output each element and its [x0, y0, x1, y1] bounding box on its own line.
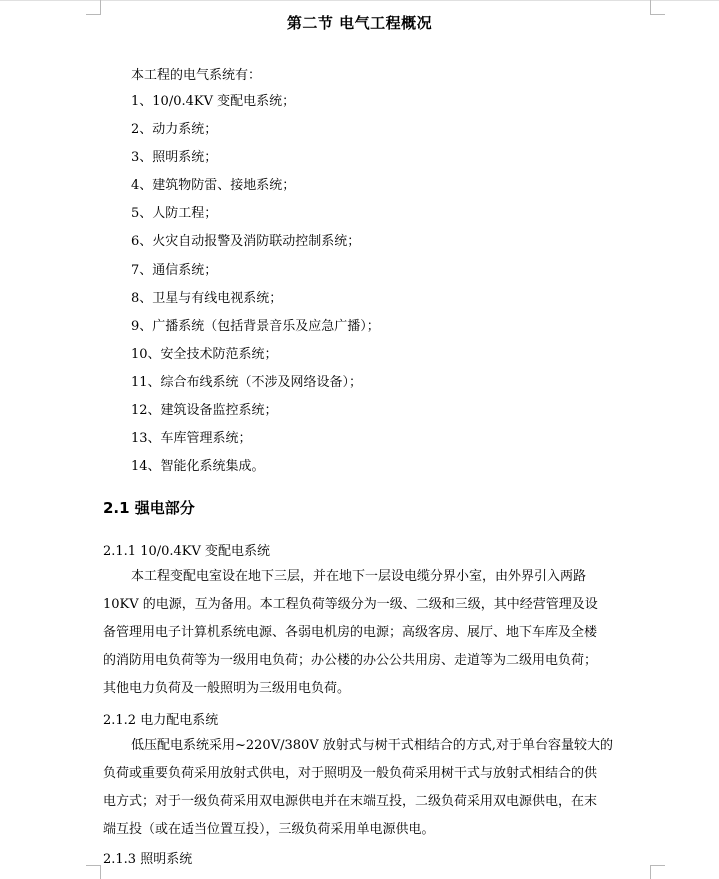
list-item: 10、安全技术防范系统； [131, 346, 278, 362]
margin-corner-mark [650, 865, 665, 879]
list-item: 3、照明系统； [131, 150, 218, 166]
paragraph-substation [103, 563, 651, 703]
paragraph-line: 低压配电系统采用~220V/380V 放射式与树干式相结合的方式,对于单台容量较大的 [131, 738, 613, 753]
list-item: 14、智能化系统集成。 [131, 459, 265, 475]
paragraph-line: 端互投（或在适当位置互投），三级负荷采用单电源供电。 [103, 822, 435, 837]
paragraph-power-distribution [103, 732, 651, 844]
margin-corner-mark [86, 865, 101, 879]
list-item: 8、卫星与有线电视系统； [131, 290, 283, 306]
page-top-edge [0, 0, 719, 1]
paragraph-line: 电方式；对于一级负荷采用双电源供电并在末端互投，二级负荷采用双电源供电，在末 [103, 794, 598, 809]
list-item: 9、广播系统（包括背景音乐及应急广播）； [131, 318, 380, 334]
intro-text: 本工程的电气系统有： [131, 68, 262, 83]
list-item: 12、建筑设备监控系统； [131, 403, 278, 419]
page-title: 第二节 电气工程概况 [286, 14, 433, 32]
section-heading-2-1: 2.1 强电部分 [103, 499, 195, 517]
subsection-heading-2-1-3: 2.1.3 照明系统 [103, 852, 193, 867]
system-list [131, 92, 380, 485]
list-item: 2、动力系统； [131, 122, 218, 138]
list-item: 1、10/0.4KV 变配电系统； [131, 94, 296, 109]
subsection-heading-2-1-1: 2.1.1 10/0.4KV 变配电系统 [103, 544, 271, 559]
list-item: 13、车库管理系统； [131, 431, 252, 447]
paragraph-line: 的消防用电负荷等为一级用电负荷；办公楼的办公公共用房、走道等为二级用电负荷； [103, 653, 598, 668]
subsection-heading-2-1-2: 2.1.2 电力配电系统 [103, 713, 219, 728]
paragraph-line: 本工程变配电室设在地下三层，并在地下一层设电缆分界小室，由外界引入两路 [131, 569, 587, 584]
paragraph-line: 备管理用电子计算机系统电源、各弱电机房的电源；高级客房、展厅、地下车库及全楼 [103, 625, 598, 640]
list-item: 6、火灾自动报警及消防联动控制系统； [131, 234, 361, 250]
paragraph-line: 其他电力负荷及一般照明为三级用电负荷。 [103, 681, 351, 696]
list-item: 7、通信系统； [131, 262, 218, 278]
list-item: 4、建筑物防雷、接地系统； [131, 178, 296, 194]
paragraph-line: 负荷或重要负荷采用放射式供电，对于照明及一般负荷采用树干式与放射式相结合的供 [103, 766, 598, 781]
list-item: 5、人防工程； [131, 206, 218, 222]
paragraph-line: 10KV 的电源，互为备用。本工程负荷等级分为一级、二级和三级，其中经营管理及设 [103, 597, 598, 612]
list-item: 11、综合布线系统（不涉及网络设备）； [131, 374, 363, 390]
